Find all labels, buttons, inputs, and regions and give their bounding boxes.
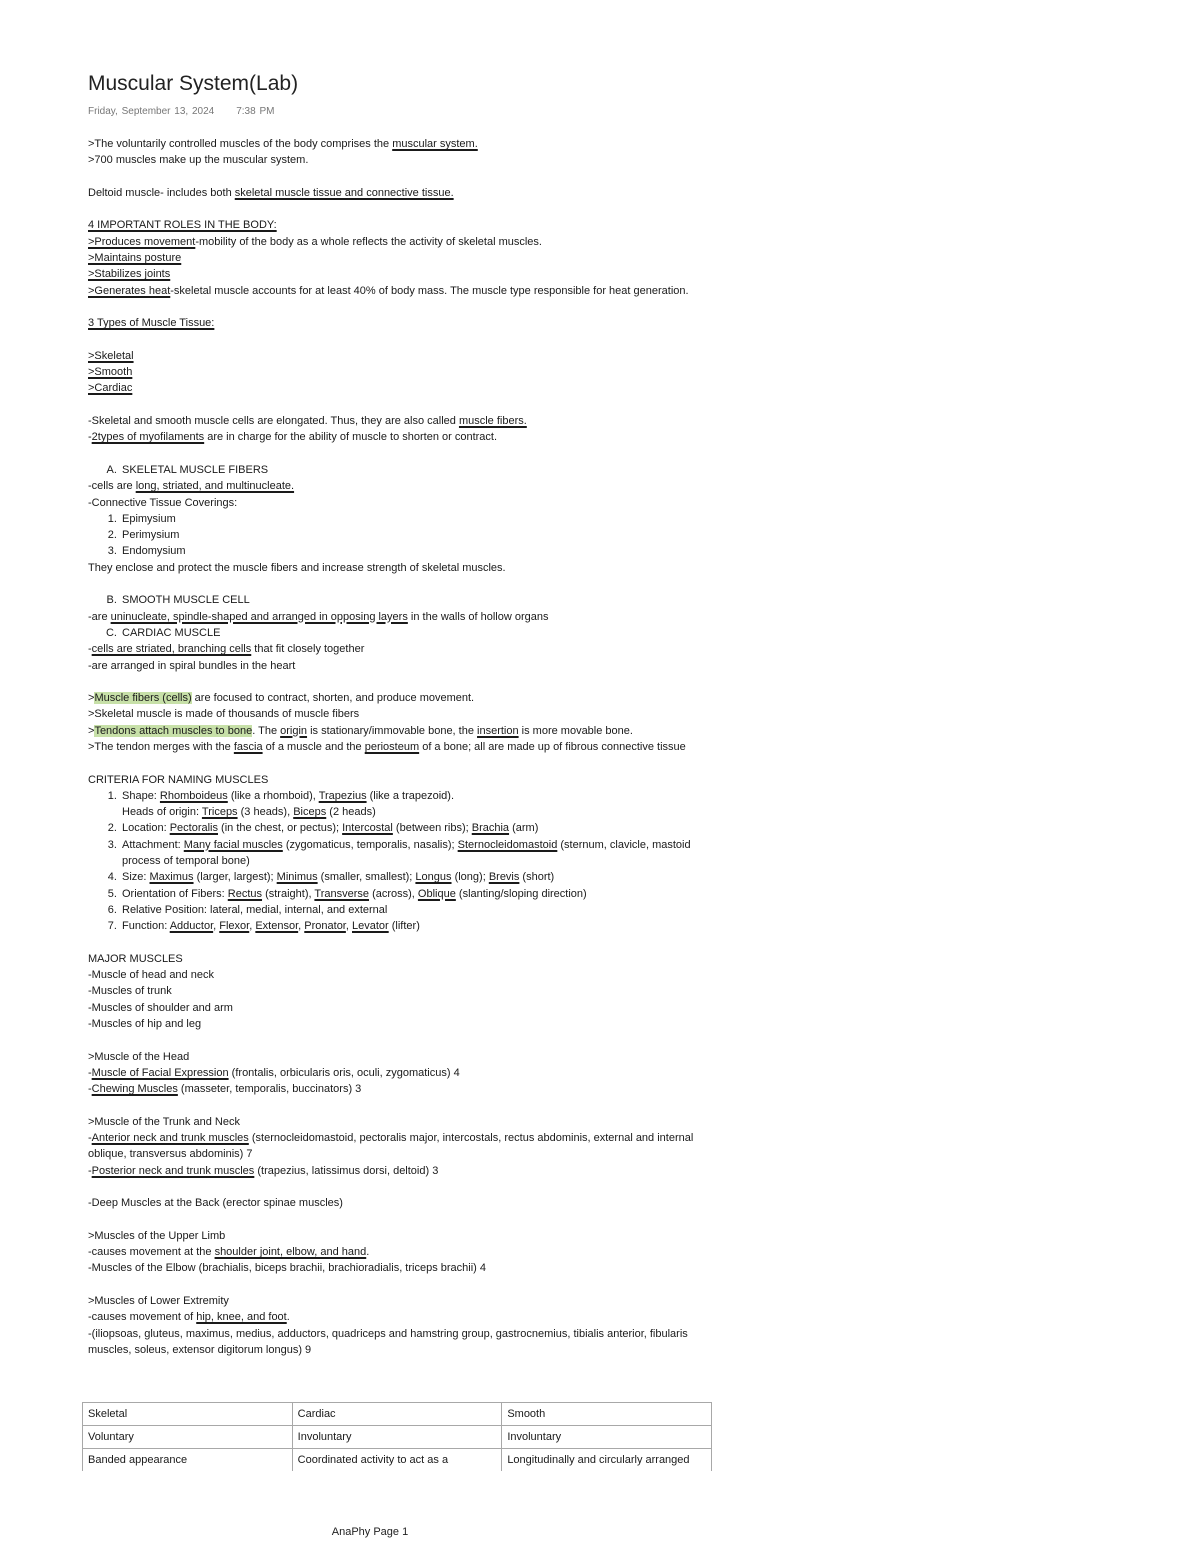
criteria-list [88, 788, 728, 935]
type-cardiac: >Cardiac [88, 382, 133, 395]
criteria-attachment: 3. Attachment: Many facial muscles (zygomaticus, temporalis, nasalis); Sternocleidomastoid (sternum, clavicle, mastoid process of temporal bone) [120, 837, 728, 870]
lower-heading: >Muscles of Lower Extremity [88, 1295, 229, 1308]
table-cell: Smooth [502, 1403, 712, 1426]
intro-line-3: Deltoid muscle- includes both skeletal muscle tissue and connective tissue. [88, 186, 454, 199]
trunk-line-2: -Posterior neck and trunk muscles (trapezius, latissimus dorsi, deltoid) 3 [88, 1164, 439, 1177]
role-4: >Generates heat-skeletal muscle accounts for at least 40% of body mass. The muscle type responsible for heat generation. [88, 284, 689, 297]
fibers-line-2: >Skeletal muscle is made of thousands of muscle fibers [88, 708, 360, 721]
section-c-list [88, 625, 728, 641]
coverings-list [88, 511, 728, 560]
head-line-2: -Chewing Muscles (masseter, temporalis, buccinators) 3 [88, 1083, 362, 1096]
list-item: -Muscles of shoulder and arm [88, 1001, 233, 1014]
role-2: >Maintains posture [88, 252, 182, 265]
skeletal-heading: A. SKELETAL MUSCLE FIBERS [120, 462, 728, 478]
table-cell: Skeletal [83, 1403, 293, 1426]
type-skeletal: >Skeletal [88, 349, 134, 362]
list-item: 1. Epimysium [120, 511, 728, 527]
table-row [83, 1426, 712, 1449]
intro-line-2: >700 muscles make up the muscular system. [88, 154, 309, 167]
table-cell: Cardiac [292, 1403, 502, 1426]
cardiac-line-2: -are arranged in spiral bundles in the heart [88, 659, 296, 672]
lower-line-2: -(iliopsoas, gluteus, maximus, medius, adductors, quadriceps and hamstring group, gastrocnemius, tibialis anterior, fibularis muscles, soleus, extensor digitorum longus) 9 [88, 1327, 688, 1356]
criteria-shape: 1. Shape: Rhomboideus (like a rhomboid), Trapezius (like a trapezoid). Heads of origin: Triceps (3 heads), Biceps (2 heads) [120, 788, 728, 821]
trunk-heading: >Muscle of the Trunk and Neck [88, 1115, 240, 1128]
list-item: 3. Endomysium [120, 543, 728, 559]
table-cell: Longitudinally and circularly arranged [502, 1449, 712, 1472]
page-footer: AnaPhy Page 1 [331, 1526, 409, 1538]
page-title: Muscular System(Lab) [88, 72, 299, 95]
muscle-comparison-table [82, 1402, 712, 1471]
cardiac-line-1: -cells are striated, branching cells that fit closely together [88, 643, 365, 656]
table-row [83, 1449, 712, 1472]
table-cell: Banded appearance [83, 1449, 293, 1472]
cardiac-heading: C. CARDIAC MUSCLE [120, 625, 728, 641]
section-b-list [88, 592, 728, 608]
criteria-orientation: 5. Orientation of Fibers: Rectus (straight), Transverse (across), Oblique (slanting/sloping direction) [120, 886, 728, 902]
skeletal-line-2: -Connective Tissue Coverings: [88, 496, 238, 509]
role-1: >Produces movement-mobility of the body as a whole reflects the activity of skeletal muscles. [88, 235, 542, 248]
fibers-line-1: >Muscle fibers (cells) are focused to contract, shorten, and produce movement. [88, 692, 475, 705]
roles-heading: 4 IMPORTANT ROLES IN THE BODY: [88, 219, 277, 232]
criteria-function: 7. Function: Adductor, Flexor, Extensor, Pronator, Levator (lifter) [120, 918, 728, 934]
trunk-line-1: -Anterior neck and trunk muscles (sternocleidomastoid, pectoralis major, intercostals, rectus abdominis, external and internal oblique, transversus abdominis) 7 [88, 1132, 694, 1161]
types-heading: 3 Types of Muscle Tissue: [88, 317, 215, 330]
head-line-1: -Muscle of Facial Expression (frontalis, orbicularis oris, oculi, zygomaticus) 4 [88, 1066, 460, 1079]
skeletal-line-3: They enclose and protect the muscle fibers and increase strength of skeletal muscles. [88, 561, 506, 574]
list-item: 2. Perimysium [120, 527, 728, 543]
upper-line-2: -Muscles of the Elbow (brachialis, biceps brachii, brachioradialis, triceps brachii) 4 [88, 1262, 486, 1275]
trunk-line-3: -Deep Muscles at the Back (erector spinae muscles) [88, 1197, 343, 1210]
table-cell: Voluntary [83, 1426, 293, 1449]
fibers-line-3: >Tendons attach muscles to bone. The origin is stationary/immovable bone, the insertion is more movable bone. [88, 724, 633, 737]
skeletal-line-1: -cells are long, striated, and multinucleate. [88, 480, 295, 493]
major-heading: MAJOR MUSCLES [88, 952, 183, 965]
types-note-2: -2types of myofilaments are in charge for the ability of muscle to shorten or contract. [88, 431, 498, 444]
criteria-heading: CRITERIA FOR NAMING MUSCLES [88, 773, 269, 786]
criteria-location: 2. Location: Pectoralis (in the chest, or pectus); Intercostal (between ribs); Brachia (arm) [120, 820, 728, 836]
role-3: >Stabilizes joints [88, 268, 171, 281]
table-cell: Coordinated activity to act as a [292, 1449, 502, 1472]
table-cell: Involuntary [502, 1426, 712, 1449]
upper-line-1: -causes movement at the shoulder joint, elbow, and hand. [88, 1246, 370, 1259]
upper-heading: >Muscles of the Upper Limb [88, 1229, 226, 1242]
list-item: -Muscles of hip and leg [88, 1018, 202, 1031]
smooth-line-1: -are uninucleate, spindle-shaped and arranged in opposing layers in the walls of hollow organs [88, 610, 549, 623]
lower-line-1: -causes movement of hip, knee, and foot. [88, 1311, 290, 1324]
fibers-line-4: >The tendon merges with the fascia of a muscle and the periosteum of a bone; all are made up of fibrous connective tissue [88, 740, 686, 753]
page-time: 7:38 PM [236, 106, 275, 117]
type-smooth: >Smooth [88, 366, 133, 379]
head-heading: >Muscle of the Head [88, 1050, 190, 1063]
types-note-1: -Skeletal and smooth muscle cells are elongated. Thus, they are also called muscle fibers. [88, 415, 527, 428]
criteria-position: 6. Relative Position: lateral, medial, internal, and external [120, 902, 728, 918]
note-body [88, 136, 728, 1358]
list-item: -Muscles of trunk [88, 985, 172, 998]
criteria-size: 4. Size: Maximus (larger, largest); Minimus (smaller, smallest); Longus (long); Brevis (short) [120, 869, 728, 885]
list-item: -Muscle of head and neck [88, 969, 214, 982]
smooth-heading: B. SMOOTH MUSCLE CELL [120, 592, 728, 608]
page-timestamp [88, 106, 274, 117]
page-date: Friday, September 13, 2024 [88, 106, 215, 117]
intro-line-1: >The voluntarily controlled muscles of the body comprises the muscular system. [88, 138, 478, 150]
table-cell: Involuntary [292, 1426, 502, 1449]
section-a-list [88, 462, 728, 478]
table-row [83, 1403, 712, 1426]
